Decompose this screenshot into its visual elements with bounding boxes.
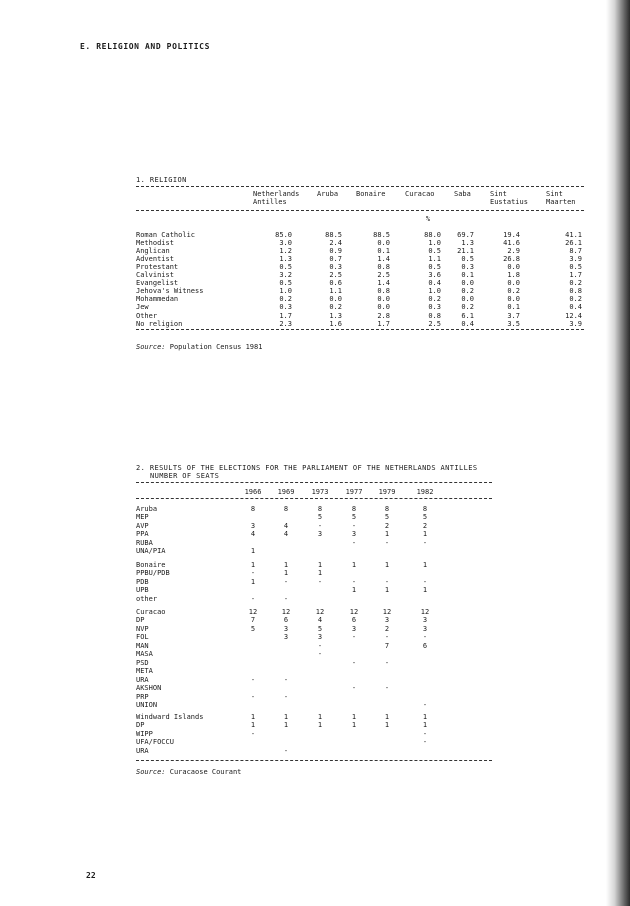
religion-cell: 3.9 [569,319,582,328]
religion-row-label: Jehova's Witness [136,287,204,296]
elections-party-label: META [136,667,153,676]
elections-party-label: DP [136,721,145,730]
religion-cell: 0.0 [377,239,390,248]
elections-seat-cell: 1 [283,713,289,721]
elections-seat-cell: 12 [248,608,258,616]
elections-seat-cell: 1 [384,561,390,569]
elections-seat-cell: 1 [384,721,390,730]
elections-seat-cell: 3 [283,624,289,633]
religion-row-label: Evangelist [136,279,179,288]
religion-cell: 88.5 [373,231,390,239]
religion-cell: 6.1 [461,311,474,320]
religion-cell: 0.7 [329,255,342,264]
elections-seat-cell: 1 [422,530,428,539]
elections-seat-cell: 3 [351,624,357,633]
religion-cell: 21.1 [457,247,474,256]
elections-party-label: Curacao [136,608,166,616]
religion-row-label: Adventist [136,255,174,264]
religion-cell: 3.0 [279,239,292,248]
elections-seat-cell: 12 [420,608,430,616]
religion-cell: 12.4 [565,311,582,320]
elections-seat-cell: - [422,738,428,747]
elections-seat-cell: 2 [384,521,390,530]
religion-cell: 85.0 [275,231,292,239]
elections-seat-cell: 3 [384,616,390,625]
religion-cell: 0.3 [428,303,441,312]
religion-cell: 2.8 [377,311,390,320]
religion-cell: 0.0 [507,279,520,288]
religion-cell: 0.2 [329,303,342,312]
religion-cell: 0.3 [461,263,474,272]
page-edge-shadow [606,0,630,906]
elections-title-line2: NUMBER OF SEATS [150,472,220,480]
elections-seat-cell: 12 [349,608,359,616]
elections-seat-cell: - [250,594,256,603]
elections-seat-cell: 1 [250,547,256,556]
elections-seat-cell: 4 [283,530,289,539]
elections-party-label: Aruba [136,505,158,513]
elections-seat-cell: - [283,594,289,603]
elections-party-label: MEP [136,513,149,522]
religion-cell: 1.3 [329,311,342,320]
religion-cell: 1.4 [377,255,390,264]
religion-cell: 1.7 [569,271,582,280]
elections-seat-cell: - [351,684,357,693]
religion-cell: 3.2 [279,271,292,280]
elections-seat-cell: 1 [283,561,289,569]
religion-source-label: Source: [136,343,166,351]
elections-party-label: MASA [136,650,153,659]
religion-row-label: Mohammedan [136,295,179,304]
elections-party-label: AKSHON [136,684,162,693]
elections-seat-cell: 2 [384,624,390,633]
elections-seat-cell: 4 [250,530,256,539]
religion-cell: 1.6 [329,319,342,328]
elections-seat-cell: - [351,521,357,530]
elections-seat-cell: 7 [250,616,256,625]
religion-cell: 0.0 [377,295,390,304]
elections-seat-cell: - [283,692,289,701]
religion-cell: 0.2 [428,295,441,304]
elections-source [136,768,241,776]
section-header: E. RELIGION AND POLITICS [80,42,210,51]
religion-cell: 69.7 [457,231,474,239]
elections-seat-cell: 1 [283,721,289,730]
religion-cell: 0.6 [329,279,342,288]
religion-unit: % [425,215,431,223]
elections-source-text: Curacaose Courant [169,768,242,776]
elections-seat-cell: 1 [317,721,323,730]
elections-seat-cell: - [384,538,390,547]
religion-cell: 26.8 [503,255,520,264]
elections-seat-cell: - [384,633,390,642]
elections-header-rule [136,498,492,499]
elections-party-label: AVP [136,521,149,530]
elections-year-header: 1977 [345,488,363,496]
elections-party-label: PRP [136,692,149,701]
elections-seat-cell: 1 [351,713,357,721]
elections-seat-cell: - [422,538,428,547]
elections-seat-cell: 3 [351,530,357,539]
religion-cell: 0.2 [569,295,582,304]
elections-seat-cell: 1 [384,586,390,595]
elections-seat-cell: 7 [384,641,390,650]
religion-cell: 0.0 [377,303,390,312]
religion-cell: 0.4 [461,319,474,328]
religion-cell: 0.0 [329,295,342,304]
religion-source [136,343,262,351]
elections-party-label: PDB [136,577,149,586]
religion-cell: 1.8 [507,271,520,280]
elections-seat-cell: 3 [422,624,428,633]
elections-seat-cell: 1 [283,569,289,578]
religion-cell: 1.4 [377,279,390,288]
religion-cell: 0.1 [461,271,474,280]
elections-year-header: 1966 [244,488,262,496]
religion-cell: 0.5 [428,263,441,272]
religion-cell: 3.5 [507,319,520,328]
elections-seat-cell: - [317,650,323,659]
religion-cell: 0.5 [279,279,292,288]
religion-cell: 0.0 [507,295,520,304]
elections-seat-cell: 1 [317,569,323,578]
elections-seat-cell: 5 [317,513,323,522]
religion-cell: 0.5 [428,247,441,256]
page-number: 22 [86,871,96,880]
elections-seat-cell: - [422,633,428,642]
elections-seat-cell: 1 [317,561,323,569]
elections-party-label: PPA [136,530,149,539]
religion-cell: 19.4 [503,231,520,239]
religion-cell: 0.4 [428,279,441,288]
religion-cell: 3.6 [428,271,441,280]
religion-cell: 0.5 [569,263,582,272]
elections-seat-cell: - [351,538,357,547]
religion-cell: 2.5 [428,319,441,328]
religion-source-text: Population Census 1981 [169,343,263,351]
elections-seat-cell: - [250,729,256,738]
elections-seat-cell: - [283,675,289,684]
religion-cell: 0.2 [279,295,292,304]
elections-seat-cell: 1 [317,713,323,721]
religion-cell: 41.6 [503,239,520,248]
elections-seat-cell: 1 [351,721,357,730]
elections-seat-cell: 6 [351,616,357,625]
elections-seat-cell: 4 [283,521,289,530]
elections-party-label: PPBU/PDB [136,569,170,578]
elections-seat-cell: 1 [351,586,357,595]
elections-party-label: URA [136,675,149,684]
elections-top-rule [136,482,492,483]
elections-seat-cell: 12 [315,608,325,616]
elections-seat-cell: 1 [422,561,428,569]
religion-header-rule [136,210,584,211]
religion-top-rule [136,186,584,187]
elections-party-label: URA [136,746,149,755]
religion-cell: 0.2 [461,287,474,296]
elections-seat-cell: 8 [250,505,256,513]
elections-seat-cell: 8 [351,505,357,513]
religion-cell: 8.7 [569,247,582,256]
religion-title: 1. RELIGION [136,176,187,184]
religion-cell: 0.2 [569,279,582,288]
elections-seat-cell: 1 [250,577,256,586]
religion-cell: 41.1 [565,231,582,239]
elections-source-label: Source: [136,768,166,776]
elections-party-label: NVP [136,624,149,633]
religion-cell: 88.0 [424,231,441,239]
religion-cell: 1.0 [428,239,441,248]
elections-seat-cell: 5 [250,624,256,633]
elections-seat-cell: 5 [317,624,323,633]
religion-cell: 0.1 [377,247,390,256]
elections-seat-cell: 8 [384,505,390,513]
religion-cell: 1.1 [329,287,342,296]
elections-seat-cell: 1 [351,561,357,569]
religion-cell: 1.1 [428,255,441,264]
elections-seat-cell: 8 [283,505,289,513]
elections-year-header: 1969 [277,488,295,496]
religion-row-label: No religion [136,319,183,328]
religion-cell: 3.9 [569,255,582,264]
religion-cell: 0.8 [377,287,390,296]
religion-cell: 2.4 [329,239,342,248]
religion-col-header: Saba [454,190,471,198]
religion-cell: 26.1 [565,239,582,248]
elections-seat-cell: - [351,633,357,642]
religion-col-header: Sint Eustatius [490,190,528,207]
elections-party-label: RUBA [136,538,153,547]
elections-seat-cell: 1 [250,721,256,730]
elections-seat-cell: 1 [250,561,256,569]
elections-year-header: 1979 [378,488,396,496]
elections-seat-cell: - [351,577,357,586]
elections-seat-cell: 8 [317,505,323,513]
elections-seat-cell: 1 [422,721,428,730]
religion-cell: 1.2 [279,247,292,256]
elections-seat-cell: - [422,729,428,738]
religion-cell: 0.5 [279,263,292,272]
elections-party-label: FOL [136,633,149,642]
elections-seat-cell: - [317,521,323,530]
religion-row-label: Roman Catholic [136,231,196,239]
elections-seat-cell: 3 [317,530,323,539]
religion-cell: 1.7 [279,311,292,320]
elections-seat-cell: 4 [317,616,323,625]
elections-party-label: Bonaire [136,561,166,569]
elections-seat-cell: 3 [317,633,323,642]
religion-cell: 0.8 [428,311,441,320]
religion-cell: 0.0 [507,263,520,272]
religion-cell: 0.9 [329,247,342,256]
religion-cell: 0.0 [461,295,474,304]
religion-cell: 1.3 [279,255,292,264]
religion-col-header: Netherlands Antilles [253,190,300,207]
elections-seat-cell: 6 [283,616,289,625]
religion-col-header: Curacao [405,190,435,198]
religion-cell: 0.8 [377,263,390,272]
elections-year-header: 1973 [311,488,329,496]
elections-seat-cell: 3 [283,633,289,642]
religion-cell: 1.3 [461,239,474,248]
elections-seat-cell: - [250,569,256,578]
religion-col-header: Bonaire [356,190,386,198]
religion-cell: 0.1 [507,303,520,312]
elections-seat-cell: - [384,658,390,667]
elections-party-label: UPB [136,586,149,595]
religion-cell: 0.8 [569,287,582,296]
elections-seat-cell: - [250,675,256,684]
elections-party-label: Windward Islands [136,713,204,721]
religion-cell: 1.0 [428,287,441,296]
elections-party-label: UNION [136,700,158,709]
religion-cell: 2.5 [329,271,342,280]
elections-seat-cell: 1 [422,713,428,721]
religion-cell: 88.5 [325,231,342,239]
elections-seat-cell: - [351,658,357,667]
elections-party-label: WIPP [136,729,153,738]
elections-year-header: 1982 [416,488,434,496]
religion-cell: 1.7 [377,319,390,328]
elections-party-label: other [136,594,158,603]
religion-row-label: Calvinist [136,271,174,280]
religion-row-label: Anglican [136,247,170,256]
religion-cell: 0.2 [507,287,520,296]
elections-seat-cell: - [283,746,289,755]
religion-cell: 0.2 [461,303,474,312]
elections-seat-cell: 1 [422,586,428,595]
elections-seat-cell: 5 [422,513,428,522]
elections-seat-cell: 2 [422,521,428,530]
elections-seat-cell: - [384,684,390,693]
elections-seat-cell: 6 [422,641,428,650]
religion-bottom-rule [136,329,584,330]
elections-seat-cell: 12 [281,608,291,616]
religion-row-label: Protestant [136,263,179,272]
religion-cell: 3.7 [507,311,520,320]
elections-party-label: PSD [136,658,149,667]
elections-seat-cell: - [317,641,323,650]
elections-title-line1: 2. RESULTS OF THE ELECTIONS FOR THE PARLIAMENT OF THE NETHERLANDS ANTILLES [136,464,478,472]
religion-cell: 2.3 [279,319,292,328]
religion-cell: 2.5 [377,271,390,280]
religion-col-header: Sint Maarten [546,190,576,207]
elections-seat-cell: - [283,577,289,586]
elections-seat-cell: 5 [384,513,390,522]
elections-seat-cell: 1 [250,713,256,721]
elections-seat-cell: - [317,577,323,586]
religion-cell: 1.0 [279,287,292,296]
elections-seat-cell: 8 [422,505,428,513]
elections-seat-cell: 1 [384,713,390,721]
elections-seat-cell: 3 [250,521,256,530]
elections-party-label: UNA/PIA [136,547,166,556]
elections-seat-cell: - [384,577,390,586]
religion-col-header: Aruba [317,190,339,198]
religion-cell: 0.4 [569,303,582,312]
religion-cell: 0.3 [279,303,292,312]
elections-seat-cell: 12 [382,608,392,616]
elections-seat-cell: - [250,692,256,701]
elections-party-label: DP [136,616,145,625]
elections-party-label: UFA/FOCCU [136,738,174,747]
religion-cell: 0.0 [461,279,474,288]
elections-seat-cell: - [422,700,428,709]
elections-party-label: MAN [136,641,149,650]
elections-seat-cell: - [422,577,428,586]
religion-cell: 0.5 [461,255,474,264]
elections-seat-cell: 1 [384,530,390,539]
elections-seat-cell: 5 [351,513,357,522]
religion-row-label: Other [136,311,158,320]
religion-cell: 2.9 [507,247,520,256]
elections-seat-cell: 3 [422,616,428,625]
elections-bottom-rule [136,760,492,761]
religion-cell: 0.3 [329,263,342,272]
religion-row-label: Methodist [136,239,174,248]
religion-row-label: Jew [136,303,149,312]
